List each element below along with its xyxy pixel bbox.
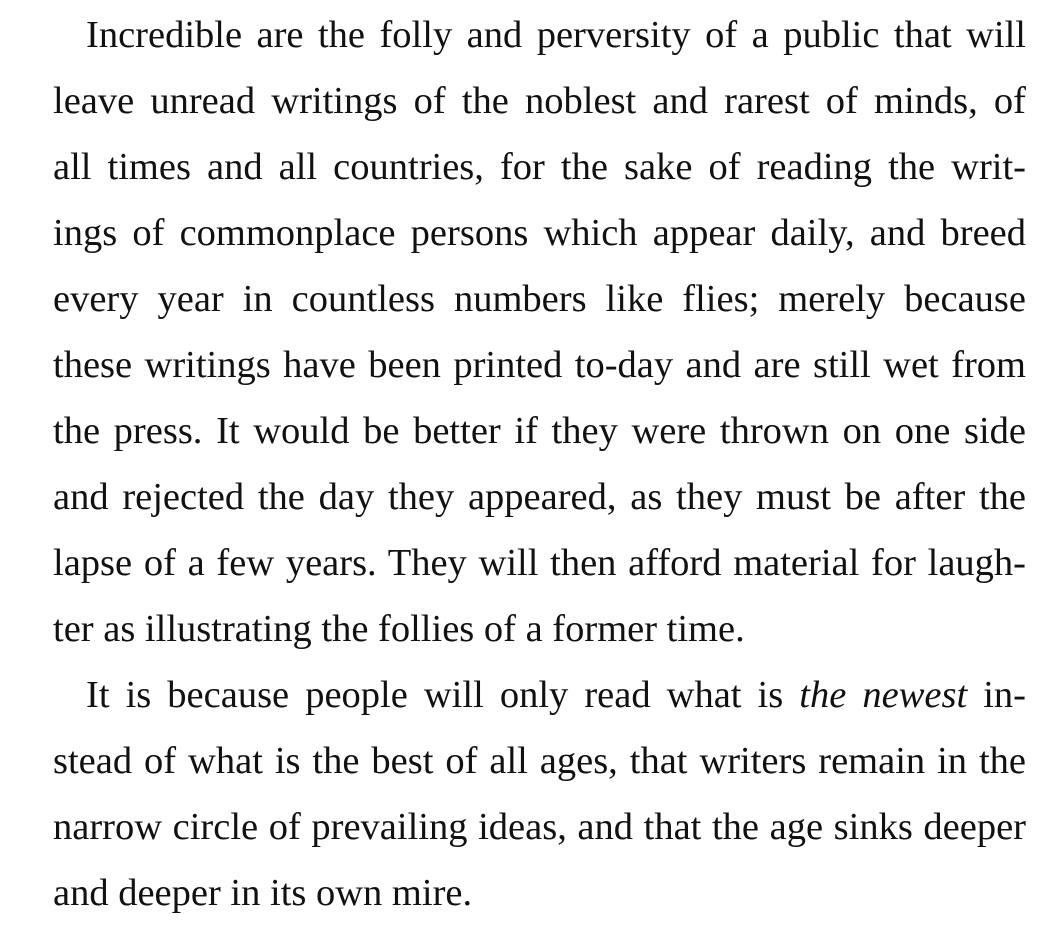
paragraph-line-with-emphasis	[20, 662, 1026, 728]
paragraph-text: It is because people will only read what is	[86, 674, 800, 716]
paragraph-line: stead of what is the best of all ages, that writers remain in the	[53, 740, 1026, 782]
paragraph-line: ings of commonplace persons which appear daily, and breed	[53, 212, 1026, 254]
paragraph-line: narrow circle of prevailing ideas, and that the age sinks deeper	[53, 806, 1026, 848]
paragraph-2	[20, 662, 1026, 926]
paragraph-line: all times and all countries, for the sake of reading the writ-	[53, 146, 1026, 188]
paragraph-line: leave unread writings of the noblest and rarest of minds, of	[53, 80, 1026, 122]
paragraph-line: and rejected the day they appeared, as they must be after the	[53, 476, 1026, 518]
paragraph-line: the press. It would be better if they were thrown on one side	[53, 410, 1026, 452]
paragraph-text: in-	[967, 674, 1026, 716]
paragraph-line: ter as illustrating the follies of a former time.	[53, 608, 745, 650]
emphasized-text: the newest	[799, 674, 968, 716]
paragraph-line: these writings have been printed to-day and are still wet from	[53, 344, 1026, 386]
document-body	[20, 2, 1026, 926]
paragraph-1	[20, 2, 1026, 662]
paragraph-line: every year in countless numbers like flies; merely because	[53, 278, 1026, 320]
paragraph-line: lapse of a few years. They will then afford material for laugh-	[53, 542, 1026, 584]
paragraph-line: and deeper in its own mire.	[53, 872, 473, 914]
paragraph-line: Incredible are the folly and perversity of a public that will	[86, 14, 1026, 56]
